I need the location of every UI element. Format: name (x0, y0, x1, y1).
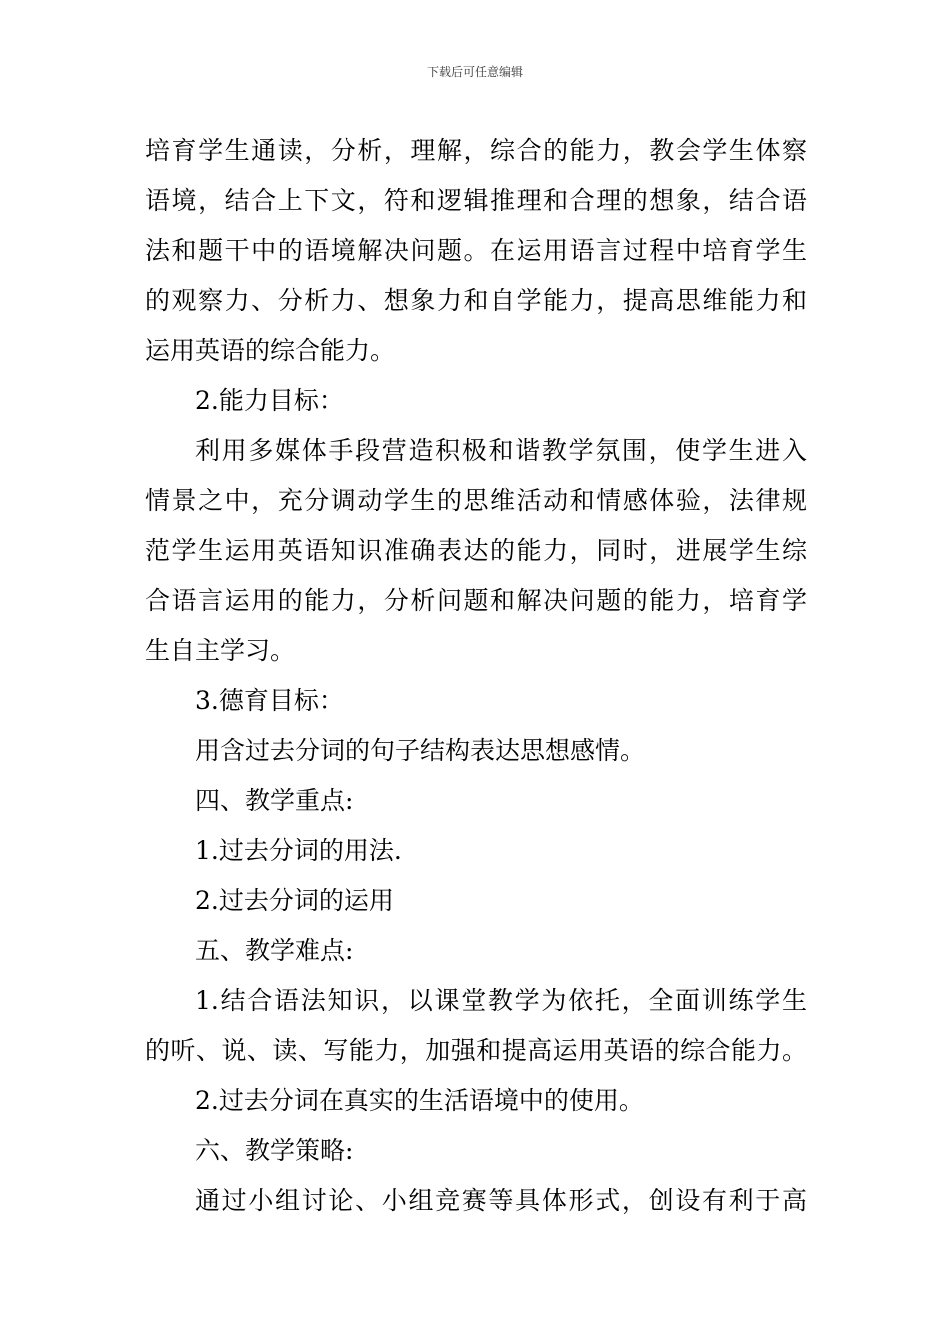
text-line: 2.能力目标： (195, 386, 344, 415)
text-line: 合语言运用的能力，分析问题和解决问题的能力，培育学 (145, 586, 807, 615)
text-line: 1.结合语法知识，以课堂教学为依托，全面训练学生 (195, 986, 807, 1015)
text-line: 利用多媒体手段营造积极和谐教学氛围，使学生进入 (195, 436, 807, 465)
text-line: 2.过去分词在真实的生活语境中的使用。 (195, 1086, 644, 1115)
text-line: 情景之中，充分调动学生的思维活动和情感体验，法律规 (145, 486, 807, 515)
text-line: 生自主学习。 (145, 636, 296, 665)
text-line: 用含过去分词的句子结构表达思想感情。 (195, 736, 646, 765)
text-line: 运用英语的综合能力。 (145, 336, 396, 365)
text-line: 通过小组讨论、小组竞赛等具体形式，创设有利于高 (195, 1186, 807, 1215)
text-line: 语境，结合上下文，符和逻辑推理和合理的想象，结合语 (145, 186, 807, 215)
text-line: 2.过去分词的运用 (195, 886, 394, 915)
page-header: 下载后可任意编辑 (426, 65, 523, 79)
text-line: 3.德育目标： (195, 686, 344, 715)
text-line: 六、教学策略: (195, 1136, 354, 1165)
text-line: 1.过去分词的用法. (195, 836, 402, 865)
text-line: 范学生运用英语知识准确表达的能力，同时，进展学生综 (145, 536, 807, 565)
text-line: 培育学生通读，分析，理解，综合的能力，教会学生体察 (145, 136, 807, 165)
document-body (145, 126, 807, 1226)
text-line: 的观察力、分析力、想象力和自学能力，提高思维能力和 (145, 286, 807, 315)
text-line: 四、教学重点: (195, 786, 354, 815)
text-line: 五、教学难点: (195, 936, 354, 965)
text-line: 法和题干中的语境解决问题。在运用语言过程中培育学生 (145, 236, 807, 265)
text-line: 的听、说、读、写能力，加强和提高运用英语的综合能力。 (145, 1036, 807, 1065)
